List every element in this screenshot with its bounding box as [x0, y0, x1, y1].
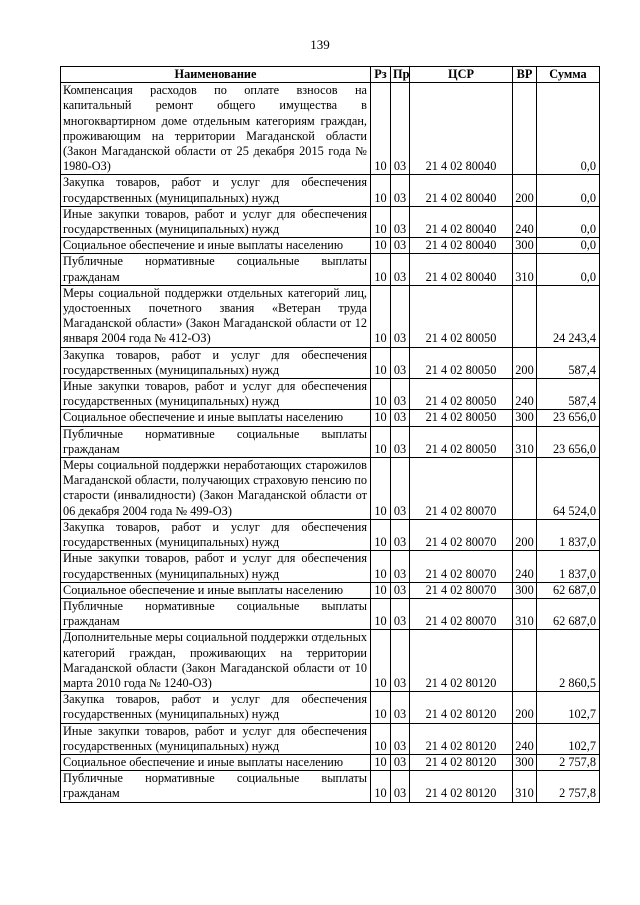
table-row — [61, 551, 600, 582]
row-vr: 200 — [513, 175, 537, 206]
table-row — [61, 754, 600, 770]
table-row — [61, 771, 600, 802]
row-sum: 0,0 — [537, 238, 600, 254]
row-vr: 240 — [513, 379, 537, 410]
row-csr: 21 4 02 80120 — [410, 771, 513, 802]
row-rz: 10 — [371, 519, 391, 550]
row-name: Меры социальной поддержки неработающих старожилов Магаданской области, получающих страховую пенсию по старости (инвалидности) (Закон Магаданской области от 06 декабря 2004 года № 499-ОЗ) — [61, 458, 371, 520]
row-vr: 200 — [513, 347, 537, 378]
row-vr: 300 — [513, 238, 537, 254]
row-pr: 03 — [391, 598, 410, 629]
row-rz: 10 — [371, 582, 391, 598]
table-body — [61, 83, 600, 802]
row-sum: 24 243,4 — [537, 285, 600, 347]
row-pr: 03 — [391, 83, 410, 175]
row-name: Социальное обеспечение и иные выплаты населению — [61, 410, 371, 426]
row-name: Меры социальной поддержки отдельных категорий лиц, удостоенных почетного звания «Ветеран труда Магаданской области» (Закон Магаданской области от 12 января 2004 года № 412-ОЗ) — [61, 285, 371, 347]
row-csr: 21 4 02 80050 — [410, 347, 513, 378]
table-row — [61, 458, 600, 520]
row-pr: 03 — [391, 519, 410, 550]
row-pr: 03 — [391, 410, 410, 426]
row-rz: 10 — [371, 458, 391, 520]
row-vr: 310 — [513, 771, 537, 802]
row-vr: 300 — [513, 582, 537, 598]
row-name: Компенсация расходов по оплате взносов на капитальный ремонт общего имущества в многоквартирном доме отдельным категориям граждан, проживающим на территории Магаданской области (Закон Магаданской области от 25 декабря 2015 года № 1980-ОЗ) — [61, 83, 371, 175]
row-rz: 10 — [371, 754, 391, 770]
row-vr: 200 — [513, 692, 537, 723]
table-row — [61, 630, 600, 692]
row-pr: 03 — [391, 630, 410, 692]
row-pr: 03 — [391, 379, 410, 410]
table-row — [61, 175, 600, 206]
row-name: Публичные нормативные социальные выплаты гражданам — [61, 598, 371, 629]
table-row — [61, 692, 600, 723]
row-rz: 10 — [371, 206, 391, 237]
row-sum: 102,7 — [537, 692, 600, 723]
row-csr: 21 4 02 80040 — [410, 206, 513, 237]
row-rz: 10 — [371, 598, 391, 629]
table-row — [61, 723, 600, 754]
row-rz: 10 — [371, 771, 391, 802]
row-csr: 21 4 02 80050 — [410, 379, 513, 410]
row-name: Публичные нормативные социальные выплаты гражданам — [61, 771, 371, 802]
table-row — [61, 83, 600, 175]
header-rz: Рз — [371, 67, 391, 83]
table-row — [61, 598, 600, 629]
row-csr: 21 4 02 80070 — [410, 598, 513, 629]
row-pr: 03 — [391, 582, 410, 598]
row-vr — [513, 83, 537, 175]
row-csr: 21 4 02 80040 — [410, 238, 513, 254]
row-name: Иные закупки товаров, работ и услуг для обеспечения государственных (муниципальных) нужд — [61, 206, 371, 237]
row-sum: 0,0 — [537, 83, 600, 175]
header-name: Наименование — [61, 67, 371, 83]
page-number: 139 — [310, 37, 330, 52]
table-row — [61, 285, 600, 347]
row-name: Закупка товаров, работ и услуг для обеспечения государственных (муниципальных) нужд — [61, 692, 371, 723]
row-vr: 310 — [513, 254, 537, 285]
table-header-row — [61, 67, 600, 83]
row-sum: 587,4 — [537, 379, 600, 410]
row-rz: 10 — [371, 692, 391, 723]
table-row — [61, 254, 600, 285]
table-row — [61, 379, 600, 410]
row-sum: 102,7 — [537, 723, 600, 754]
table-row — [61, 426, 600, 457]
row-vr: 300 — [513, 754, 537, 770]
header-sum: Сумма — [537, 67, 600, 83]
row-name: Закупка товаров, работ и услуг для обеспечения государственных (муниципальных) нужд — [61, 175, 371, 206]
row-rz: 10 — [371, 426, 391, 457]
table-row — [61, 582, 600, 598]
table-row — [61, 519, 600, 550]
row-vr: 240 — [513, 723, 537, 754]
row-rz: 10 — [371, 410, 391, 426]
row-sum: 2 757,8 — [537, 771, 600, 802]
row-name: Публичные нормативные социальные выплаты гражданам — [61, 254, 371, 285]
row-pr: 03 — [391, 771, 410, 802]
row-vr: 200 — [513, 519, 537, 550]
table-row — [61, 410, 600, 426]
row-csr: 21 4 02 80040 — [410, 254, 513, 285]
row-sum: 1 837,0 — [537, 551, 600, 582]
row-rz: 10 — [371, 254, 391, 285]
row-pr: 03 — [391, 285, 410, 347]
row-sum: 23 656,0 — [537, 426, 600, 457]
row-sum: 1 837,0 — [537, 519, 600, 550]
row-vr: 240 — [513, 206, 537, 237]
row-csr: 21 4 02 80120 — [410, 723, 513, 754]
row-vr — [513, 630, 537, 692]
row-csr: 21 4 02 80070 — [410, 582, 513, 598]
row-name: Иные закупки товаров, работ и услуг для обеспечения государственных (муниципальных) нужд — [61, 723, 371, 754]
row-pr: 03 — [391, 723, 410, 754]
row-sum: 587,4 — [537, 347, 600, 378]
row-name: Социальное обеспечение и иные выплаты населению — [61, 238, 371, 254]
row-name: Иные закупки товаров, работ и услуг для обеспечения государственных (муниципальных) нужд — [61, 551, 371, 582]
row-sum: 0,0 — [537, 206, 600, 237]
row-pr: 03 — [391, 692, 410, 723]
row-rz: 10 — [371, 175, 391, 206]
row-rz: 10 — [371, 630, 391, 692]
header-csr: ЦСР — [410, 67, 513, 83]
row-rz: 10 — [371, 83, 391, 175]
row-name: Социальное обеспечение и иные выплаты населению — [61, 582, 371, 598]
row-csr: 21 4 02 80050 — [410, 410, 513, 426]
row-sum: 0,0 — [537, 175, 600, 206]
row-vr: 300 — [513, 410, 537, 426]
row-csr: 21 4 02 80120 — [410, 754, 513, 770]
row-pr: 03 — [391, 254, 410, 285]
row-csr: 21 4 02 80070 — [410, 458, 513, 520]
row-vr — [513, 285, 537, 347]
row-pr: 03 — [391, 426, 410, 457]
table-row — [61, 206, 600, 237]
row-rz: 10 — [371, 723, 391, 754]
row-vr: 310 — [513, 598, 537, 629]
row-sum: 2 860,5 — [537, 630, 600, 692]
row-csr: 21 4 02 80070 — [410, 551, 513, 582]
row-name: Закупка товаров, работ и услуг для обеспечения государственных (муниципальных) нужд — [61, 347, 371, 378]
row-csr: 21 4 02 80070 — [410, 519, 513, 550]
table-row — [61, 347, 600, 378]
row-rz: 10 — [371, 347, 391, 378]
row-pr: 03 — [391, 458, 410, 520]
row-rz: 10 — [371, 238, 391, 254]
row-name: Закупка товаров, работ и услуг для обеспечения государственных (муниципальных) нужд — [61, 519, 371, 550]
header-pr: Пр — [391, 67, 410, 83]
row-sum: 64 524,0 — [537, 458, 600, 520]
row-sum: 62 687,0 — [537, 582, 600, 598]
row-pr: 03 — [391, 175, 410, 206]
row-sum: 62 687,0 — [537, 598, 600, 629]
row-csr: 21 4 02 80050 — [410, 285, 513, 347]
row-vr — [513, 458, 537, 520]
table-row — [61, 238, 600, 254]
row-sum: 2 757,8 — [537, 754, 600, 770]
row-csr: 21 4 02 80040 — [410, 83, 513, 175]
row-vr: 310 — [513, 426, 537, 457]
row-pr: 03 — [391, 238, 410, 254]
row-csr: 21 4 02 80120 — [410, 692, 513, 723]
row-sum: 0,0 — [537, 254, 600, 285]
budget-table — [60, 66, 600, 803]
row-csr: 21 4 02 80040 — [410, 175, 513, 206]
row-name: Социальное обеспечение и иные выплаты населению — [61, 754, 371, 770]
row-pr: 03 — [391, 206, 410, 237]
row-name: Иные закупки товаров, работ и услуг для обеспечения государственных (муниципальных) нужд — [61, 379, 371, 410]
header-vr: ВР — [513, 67, 537, 83]
row-pr: 03 — [391, 347, 410, 378]
row-rz: 10 — [371, 551, 391, 582]
row-vr: 240 — [513, 551, 537, 582]
row-name: Публичные нормативные социальные выплаты гражданам — [61, 426, 371, 457]
row-csr: 21 4 02 80050 — [410, 426, 513, 457]
row-sum: 23 656,0 — [537, 410, 600, 426]
row-pr: 03 — [391, 551, 410, 582]
row-name: Дополнительные меры социальной поддержки отдельных категорий граждан, проживающих на территории Магаданской области (Закон Магаданской области от 10 марта 2010 года № 1240-ОЗ) — [61, 630, 371, 692]
row-csr: 21 4 02 80120 — [410, 630, 513, 692]
row-rz: 10 — [371, 379, 391, 410]
row-pr: 03 — [391, 754, 410, 770]
row-rz: 10 — [371, 285, 391, 347]
